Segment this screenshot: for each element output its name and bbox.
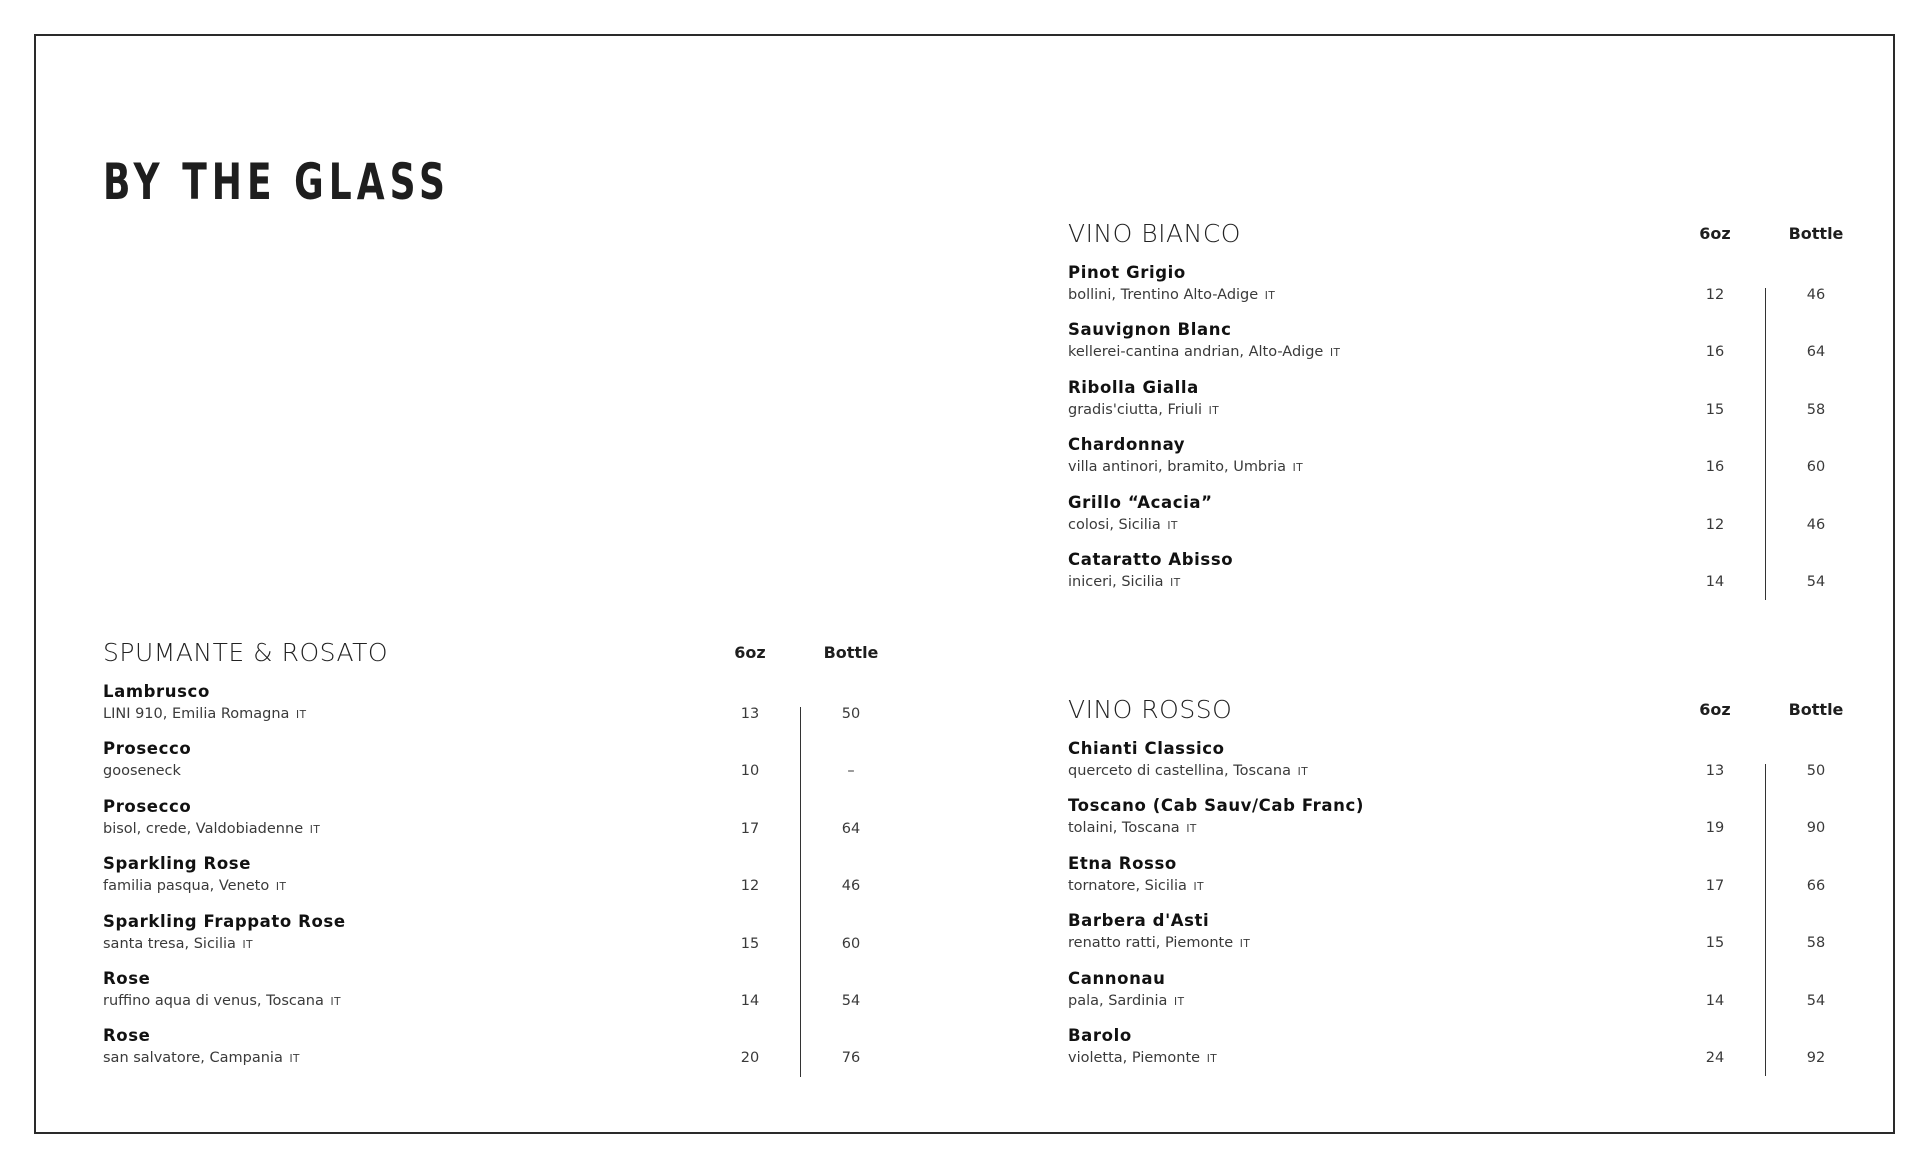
glass-price: 13 bbox=[740, 706, 760, 722]
section-vino-bianco bbox=[1068, 218, 1868, 606]
wine-description: querceto di castellina, Toscana bbox=[1068, 763, 1292, 779]
wine-description: LINI 910, Emilia Romagna bbox=[103, 706, 290, 722]
wine-item bbox=[1068, 795, 1868, 852]
wine-name: Sauvignon Blanc bbox=[1068, 320, 1232, 340]
bottle-price: 66 bbox=[1806, 877, 1826, 894]
wine-producer-region bbox=[103, 876, 286, 897]
glass-price: 10 bbox=[740, 763, 760, 780]
country-code: IT bbox=[1292, 462, 1304, 475]
country-code: IT bbox=[330, 995, 341, 1008]
section-vino-rosso bbox=[1068, 694, 1868, 1082]
country-code: IT bbox=[1239, 938, 1251, 951]
country-code: IT bbox=[296, 709, 307, 721]
wine-producer-region bbox=[103, 991, 341, 1012]
country-code: IT bbox=[1193, 880, 1204, 893]
glass-column-header: 6oz bbox=[1699, 700, 1731, 719]
glass-price: 12 bbox=[1705, 516, 1725, 533]
wine-item bbox=[1068, 377, 1868, 434]
wine-producer-region bbox=[1068, 342, 1340, 363]
wine-item bbox=[103, 681, 903, 738]
wine-producer-region bbox=[1068, 515, 1178, 536]
wine-description: colosi, Sicilia bbox=[1068, 516, 1161, 533]
glass-price: 14 bbox=[1705, 992, 1725, 1009]
wine-list bbox=[103, 681, 903, 1083]
bottle-price: 50 bbox=[1806, 763, 1826, 779]
country-code: IT bbox=[1186, 823, 1197, 836]
wine-list bbox=[1068, 262, 1868, 606]
bottle-price: 54 bbox=[1806, 573, 1826, 590]
wine-item bbox=[1068, 738, 1868, 795]
wine-name: Ribolla Gialla bbox=[1068, 377, 1199, 397]
wine-name: Sparkling Frappato Rose bbox=[103, 911, 346, 931]
wine-item bbox=[103, 738, 903, 795]
glass-column-header: 6oz bbox=[1699, 224, 1731, 243]
wine-name: Pinot Grigio bbox=[1068, 263, 1186, 282]
country-code: IT bbox=[1208, 404, 1220, 417]
wine-name: Barbera d'Asti bbox=[1068, 911, 1210, 931]
wine-producer-region bbox=[103, 934, 253, 955]
bottle-price: 60 bbox=[841, 935, 861, 952]
wine-name: Rose bbox=[103, 968, 151, 988]
glass-price: 15 bbox=[1705, 935, 1725, 952]
wine-description: san salvatore, Campania bbox=[103, 1050, 283, 1067]
wine-description: bisol, crede, Valdobiadenne bbox=[103, 820, 304, 837]
wine-description: violetta, Piemonte bbox=[1068, 1049, 1201, 1066]
wine-item bbox=[103, 796, 903, 853]
glass-price: 12 bbox=[1705, 287, 1725, 303]
wine-name: Cataratto Abisso bbox=[1068, 549, 1234, 569]
section-header bbox=[103, 637, 903, 681]
bottle-column-header: Bottle bbox=[823, 643, 879, 662]
bottle-price: 54 bbox=[1806, 992, 1826, 1009]
wine-item bbox=[1068, 910, 1868, 967]
wine-name: Etna Rosso bbox=[1068, 853, 1177, 873]
country-code: IT bbox=[1329, 347, 1341, 360]
bottle-price: 92 bbox=[1806, 1049, 1826, 1066]
wine-item bbox=[1068, 492, 1868, 549]
section-header bbox=[1068, 218, 1868, 262]
wine-producer-region bbox=[1068, 1048, 1217, 1069]
wine-description: ruffino aqua di venus, Toscana bbox=[103, 992, 324, 1009]
bottle-price: 60 bbox=[1806, 459, 1826, 476]
glass-price: 15 bbox=[1705, 401, 1725, 418]
wine-name: Cannonau bbox=[1068, 968, 1166, 988]
glass-price: 16 bbox=[1705, 344, 1725, 361]
wine-producer-region bbox=[103, 761, 181, 781]
section-title: VINO BIANCO bbox=[1068, 219, 1241, 248]
section-title: SPUMANTE & ROSATO bbox=[103, 638, 389, 667]
glass-column-header: 6oz bbox=[734, 643, 766, 662]
wine-description: pala, Sardinia bbox=[1068, 992, 1168, 1009]
wine-producer-region bbox=[103, 1048, 300, 1069]
bottle-price: 90 bbox=[1806, 820, 1826, 837]
country-code: IT bbox=[1167, 519, 1178, 532]
wine-producer-region bbox=[103, 819, 320, 840]
bottle-price: 64 bbox=[841, 820, 861, 837]
wine-producer-region bbox=[1068, 400, 1219, 421]
bottle-price: 58 bbox=[1806, 401, 1826, 418]
bottle-price: 54 bbox=[841, 992, 861, 1009]
wine-item bbox=[103, 911, 903, 968]
glass-price: 15 bbox=[740, 935, 760, 952]
bottle-column-header: Bottle bbox=[1788, 700, 1844, 719]
wine-item bbox=[103, 968, 903, 1025]
wine-name: Toscano (Cab Sauv/Cab Franc) bbox=[1068, 796, 1365, 816]
wine-name: Barolo bbox=[1068, 1025, 1132, 1045]
wine-description: renatto ratti, Piemonte bbox=[1068, 935, 1234, 952]
wine-producer-region bbox=[1068, 761, 1308, 782]
country-code: IT bbox=[1297, 766, 1309, 778]
wine-producer-region bbox=[1068, 818, 1197, 839]
wine-item bbox=[1068, 853, 1868, 910]
bottle-price: 46 bbox=[1806, 516, 1826, 533]
wine-item bbox=[103, 853, 903, 910]
wine-item bbox=[1068, 968, 1868, 1025]
section-title: VINO ROSSO bbox=[1068, 695, 1233, 724]
wine-description: santa tresa, Sicilia bbox=[103, 935, 236, 952]
bottle-price: 46 bbox=[1806, 287, 1826, 303]
wine-name: Prosecco bbox=[103, 796, 192, 816]
glass-price: 20 bbox=[740, 1050, 760, 1067]
section-spumante-rosato bbox=[103, 637, 903, 1083]
section-header bbox=[1068, 694, 1868, 738]
wine-name: Rose bbox=[103, 1026, 151, 1046]
country-code: IT bbox=[289, 1053, 300, 1066]
bottle-column-header: Bottle bbox=[1788, 224, 1844, 243]
wine-description: gooseneck bbox=[103, 763, 181, 780]
country-code: IT bbox=[309, 823, 321, 836]
wine-description: familia pasqua, Veneto bbox=[103, 878, 270, 895]
wine-description: tornatore, Sicilia bbox=[1068, 877, 1187, 894]
bottle-price: 50 bbox=[841, 706, 861, 722]
wine-producer-region bbox=[1068, 876, 1204, 897]
wine-producer-region bbox=[1068, 572, 1181, 593]
wine-item bbox=[1068, 434, 1868, 491]
country-code: IT bbox=[1206, 1052, 1218, 1065]
wine-name: Prosecco bbox=[103, 739, 192, 759]
wine-name: Sparkling Rose bbox=[103, 854, 252, 874]
wine-list bbox=[1068, 738, 1868, 1082]
wine-name: Chianti Classico bbox=[1068, 739, 1225, 758]
wine-producer-region bbox=[1068, 933, 1250, 954]
bottle-price: 64 bbox=[1806, 344, 1826, 361]
bottle-price: 58 bbox=[1806, 935, 1826, 952]
country-code: IT bbox=[275, 881, 287, 894]
wine-name: Lambrusco bbox=[103, 682, 210, 701]
page-title: BY THE GLASS bbox=[103, 153, 450, 211]
wine-description: bollini, Trentino Alto-Adige bbox=[1068, 287, 1259, 303]
glass-price: 24 bbox=[1705, 1049, 1725, 1066]
glass-price: 13 bbox=[1705, 763, 1725, 779]
wine-description: kellerei-cantina andrian, Alto-Adige bbox=[1068, 344, 1324, 361]
glass-price: 17 bbox=[740, 820, 760, 837]
wine-producer-region bbox=[1068, 285, 1275, 306]
wine-name: Chardonnay bbox=[1068, 435, 1186, 455]
country-code: IT bbox=[1170, 576, 1181, 589]
glass-price: 14 bbox=[1705, 573, 1725, 590]
wine-description: villa antinori, bramito, Umbria bbox=[1068, 459, 1287, 476]
country-code: IT bbox=[1264, 290, 1276, 302]
wine-producer-region bbox=[103, 704, 307, 725]
wine-producer-region bbox=[1068, 991, 1184, 1012]
wine-item bbox=[1068, 319, 1868, 376]
wine-item bbox=[1068, 549, 1868, 606]
glass-price: 16 bbox=[1705, 459, 1725, 476]
wine-producer-region bbox=[1068, 457, 1303, 478]
wine-name: Grillo “Acacia” bbox=[1068, 492, 1213, 512]
wine-description: iniceri, Sicilia bbox=[1068, 573, 1164, 590]
bottle-price: – bbox=[847, 763, 855, 780]
country-code: IT bbox=[242, 938, 254, 951]
glass-price: 14 bbox=[740, 992, 760, 1009]
wine-item bbox=[1068, 1025, 1868, 1082]
wine-item bbox=[103, 1025, 903, 1082]
glass-price: 12 bbox=[740, 878, 760, 895]
bottle-price: 46 bbox=[841, 878, 861, 895]
glass-price: 19 bbox=[1705, 820, 1725, 837]
wine-item bbox=[1068, 262, 1868, 319]
country-code: IT bbox=[1173, 995, 1185, 1008]
bottle-price: 76 bbox=[841, 1050, 861, 1067]
wine-description: gradis'ciutta, Friuli bbox=[1068, 401, 1203, 418]
wine-description: tolaini, Toscana bbox=[1068, 820, 1180, 837]
glass-price: 17 bbox=[1705, 877, 1725, 894]
